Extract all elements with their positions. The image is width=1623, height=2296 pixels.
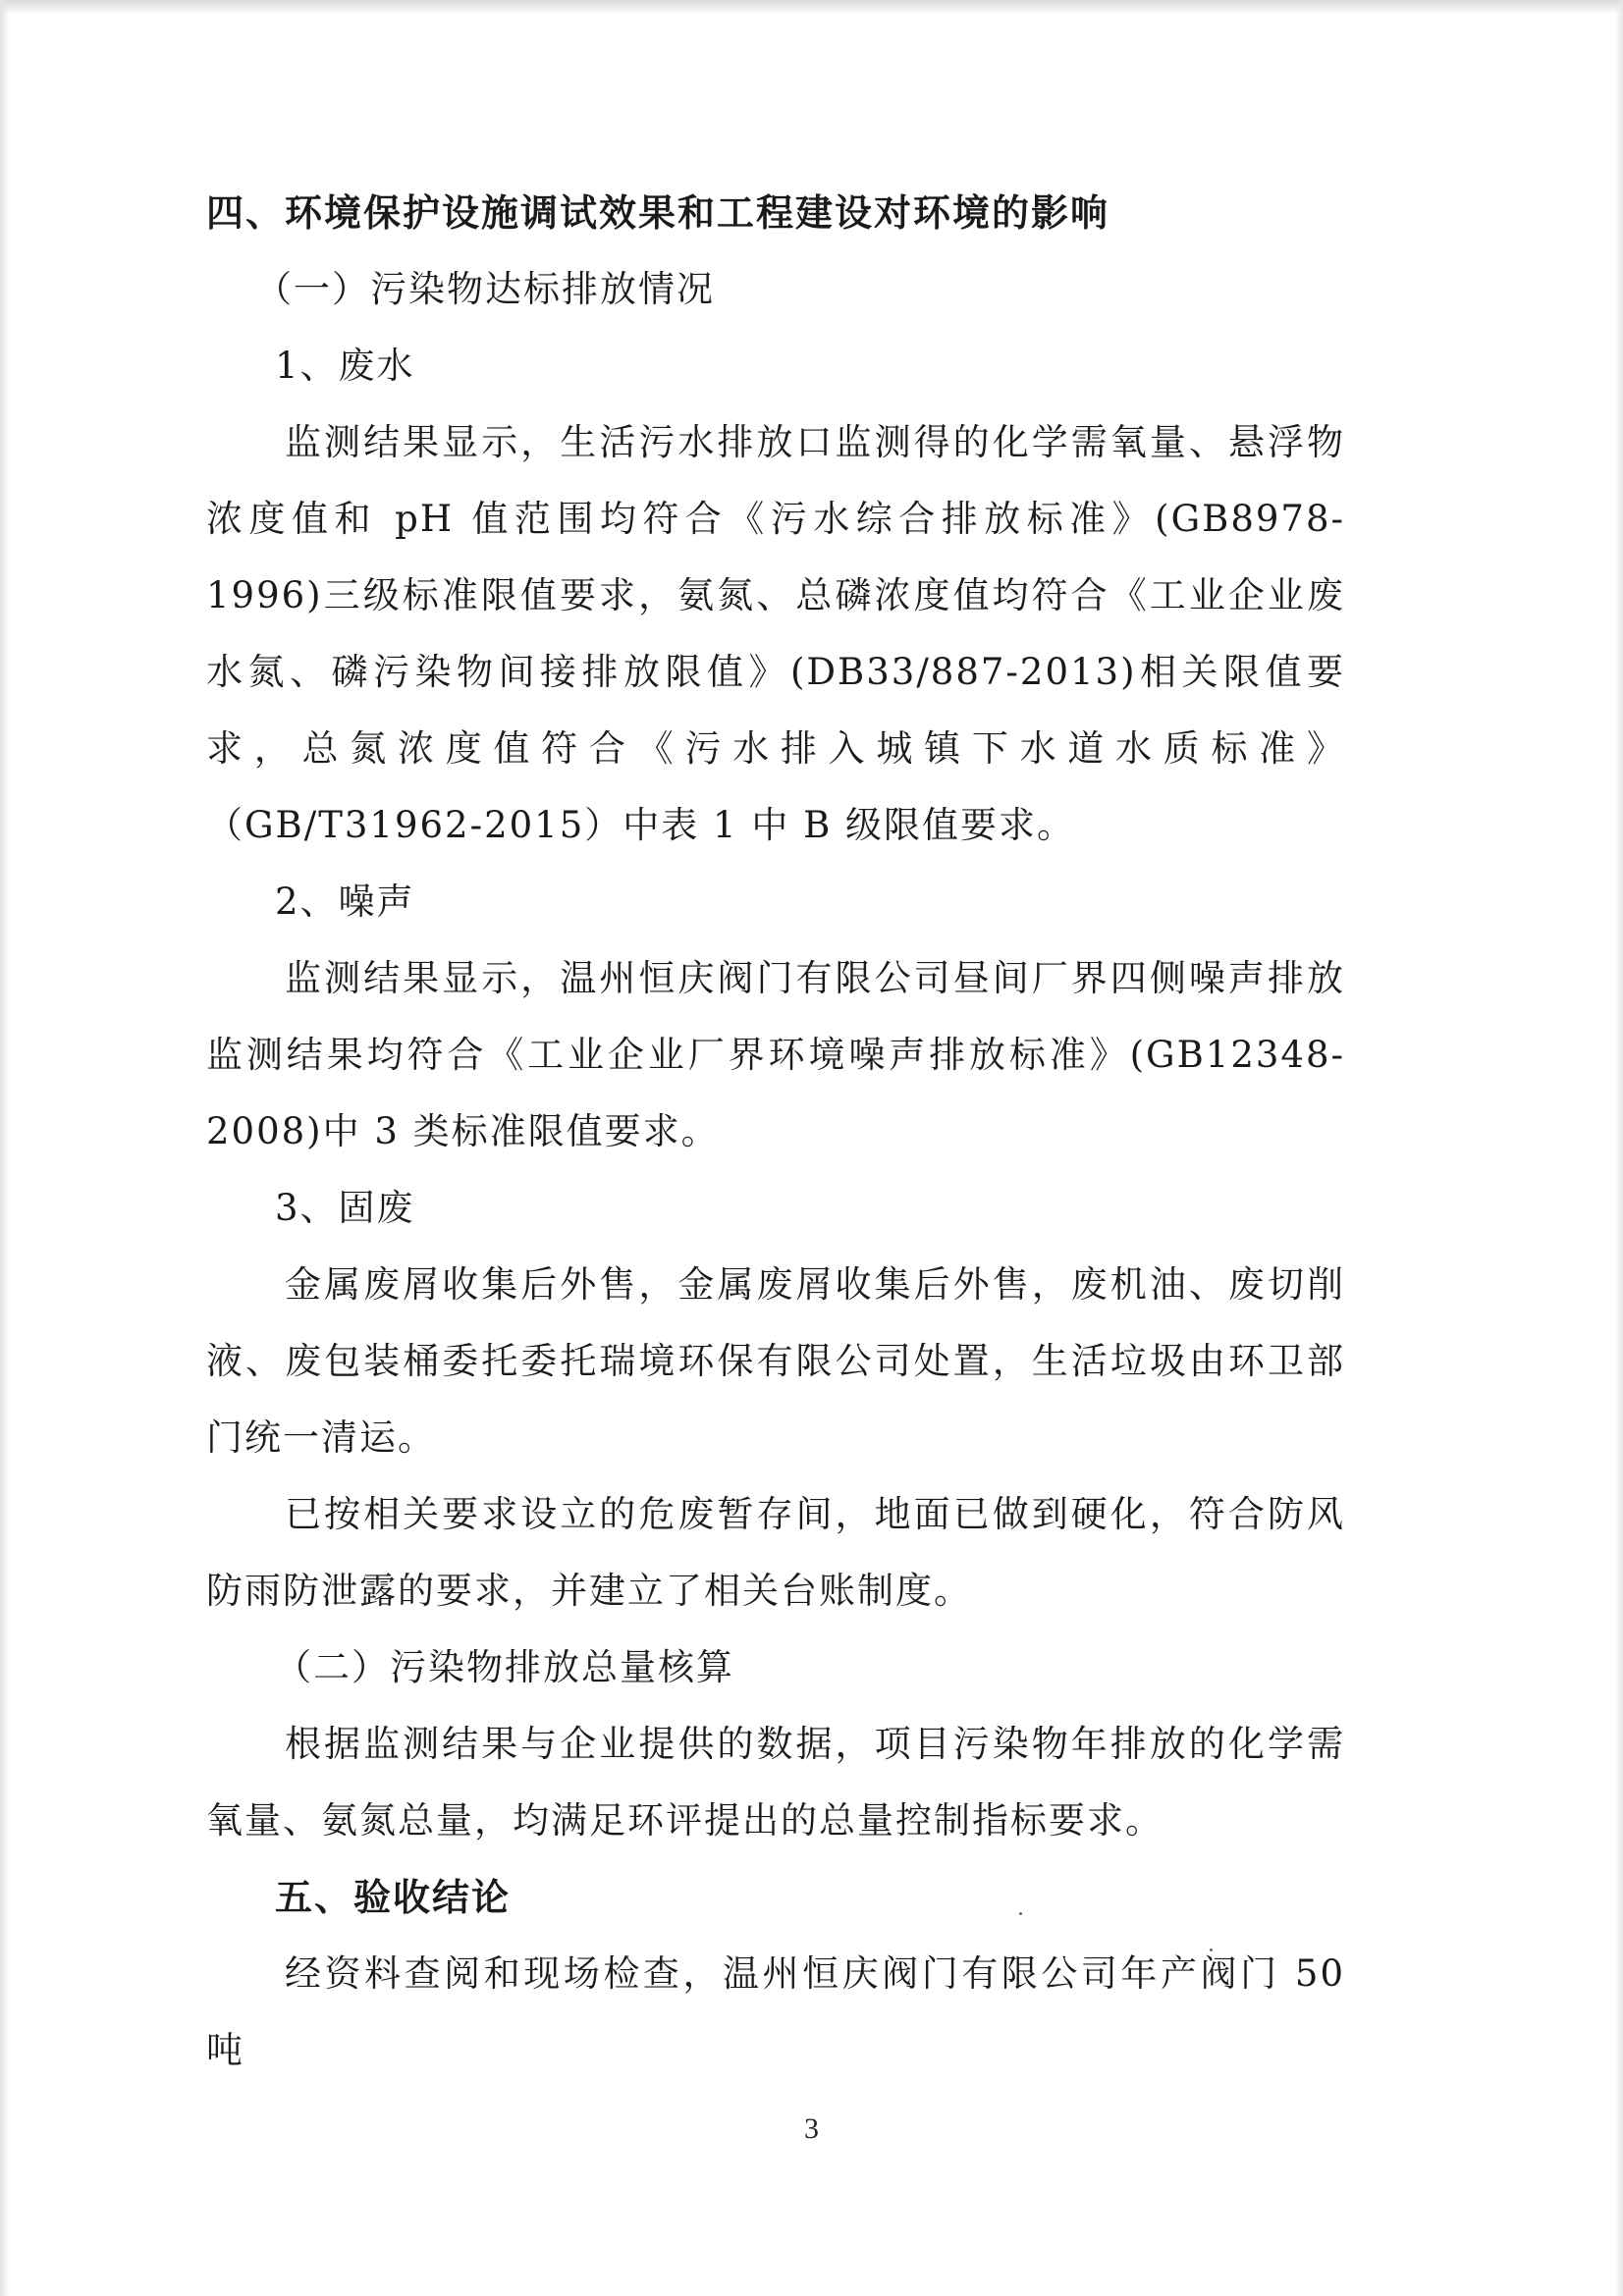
- total-emission-paragraph: 根据监测结果与企业提供的数据，项目污染物年排放的化学需氧量、氨氮总量，均满足环评提出的总量控制指标要求。: [206, 1723, 1345, 1842]
- subsection-1-heading: （一）污染物达标排放情况: [255, 268, 715, 310]
- section-5-heading: 五、验收结论: [275, 1875, 512, 1919]
- scan-speck: [1019, 1912, 1022, 1915]
- item-2-heading: 2、噪声: [275, 881, 415, 923]
- solid-waste-paragraph-2: 已按相关要求设立的危废暂存间，地面已做到硬化，符合防风防雨防泄露的要求，并建立了相关台账制度。: [206, 1493, 1345, 1612]
- item-3-heading: 3、固废: [275, 1187, 415, 1229]
- scan-edge-left: [0, 0, 10, 2296]
- section-4-heading: 四、环境保护设施调试效果和工程建设对环境的影响: [206, 190, 1110, 235]
- subsection-2-heading: （二）污染物排放总量核算: [275, 1646, 734, 1688]
- noise-paragraph: 监测结果显示，温州恒庆阀门有限公司昼间厂界四侧噪声排放监测结果均符合《工业企业厂界环境噪声排放标准》(GB12348-2008)中 3 类标准限值要求。: [206, 957, 1345, 1152]
- scan-speck: [1210, 1949, 1213, 1951]
- solid-waste-paragraph-1: 金属废屑收集后外售，金属废屑收集后外售，废机油、废切削液、废包装桶委托委托瑞境环保有限公司处置，生活垃圾由环卫部门统一清运。: [206, 1263, 1345, 1459]
- conclusion-paragraph: 经资料查阅和现场检查，温州恒庆阀门有限公司年产阀门 50 吨: [206, 1952, 1345, 2071]
- page-number: 3: [804, 2112, 819, 2145]
- wastewater-paragraph: 监测结果显示，生活污水排放口监测得的化学需氧量、悬浮物浓度值和 pH 值范围均符合《污水综合排放标准》(GB8978-1996)三级标准限值要求，氨氮、总磷浓度值均符合《工业企业废水氮、磷污染物间接排放限值》(DB33/887-2013)相关限值要求，总氮浓度值符合《污水排入城镇下水道水质标准》（GB/T31962-2015）中表 1 中 B 级限值要求。: [206, 421, 1345, 846]
- page-content: [206, 175, 1345, 2089]
- scan-edge-top: [0, 0, 1623, 14]
- scan-edge-right: [1615, 0, 1623, 2296]
- item-1-heading: 1、废水: [275, 345, 415, 387]
